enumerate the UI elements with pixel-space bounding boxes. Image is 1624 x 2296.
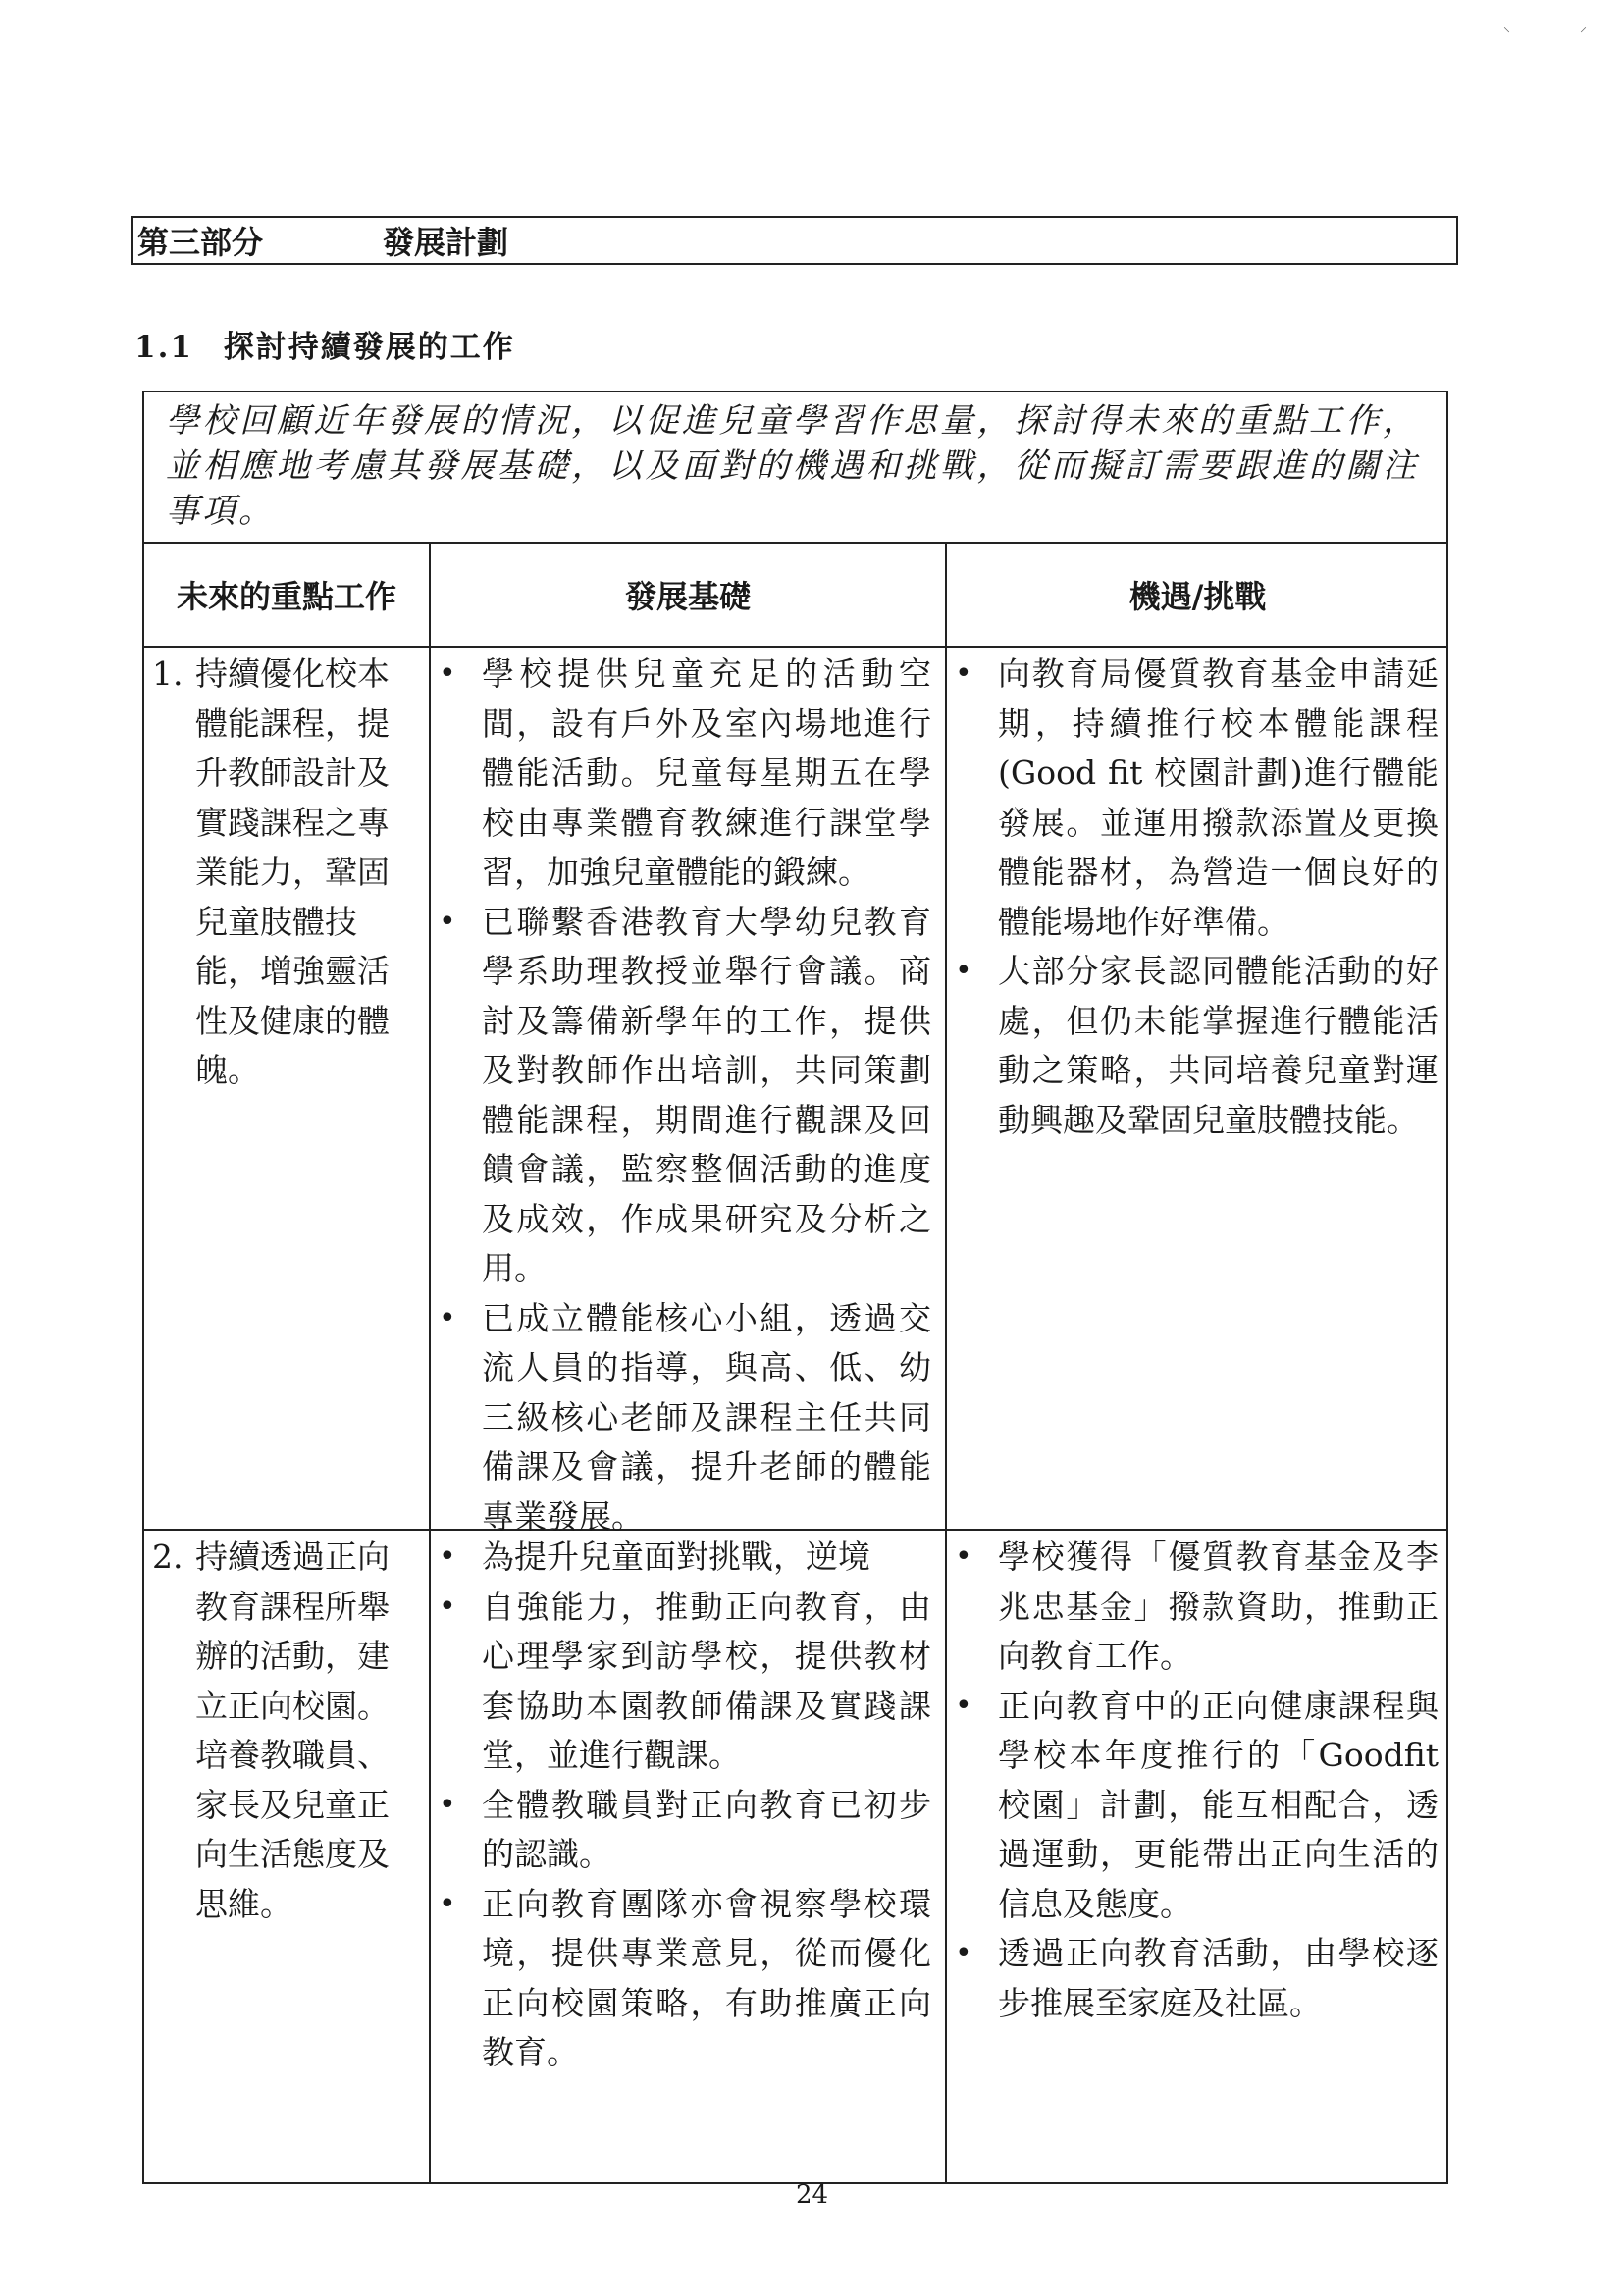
header-row-divider xyxy=(144,646,1446,648)
list-item-text: 正向教育團隊亦會視察學校環境，提供專業意見，從而優化正向校園策略，有助推廣正向教育。 xyxy=(482,1884,931,2071)
focus-item xyxy=(152,1533,421,1929)
header-foundation: 發展基礎 xyxy=(624,578,751,615)
intro-text: 學校回顧近年發展的情況，以促進兒童學習作思量，探討得未來的重點工作，並相應地考慮其發展基礎，以及面對的機遇和挑戰，從而擬訂需要跟進的關注事項。 xyxy=(144,392,1446,544)
row-2-focus-cell xyxy=(152,1533,427,1929)
bullet-icon: • xyxy=(439,1589,456,1624)
row-2-foundation-cell xyxy=(431,1533,945,2078)
bullet-icon: • xyxy=(439,904,456,939)
list-item-text: 已聯繫香港教育大學幼兒教育學系助理教授並舉行會議。商討及籌備新學年的工作，提供及對教師作出培訓，共同策劃體能課程，期間進行觀課及回饋會議，監察整個活動的進度及成效，作成果研究及分析之用。 xyxy=(482,902,931,1287)
row-2-opportunities-cell xyxy=(947,1533,1448,2028)
list-item-text: 向教育局優質教育基金申請延期，持續推行校本體能課程(Good fit 校園計劃)進行體能發展。並運用撥款添置及更換體能器材，為營造一個良好的體能場地作好準備。 xyxy=(998,654,1439,941)
part-label: 第三部分 xyxy=(137,224,264,261)
focus-item xyxy=(152,650,421,1096)
focus-number: 2. xyxy=(152,1538,183,1576)
list-item xyxy=(431,1781,931,1880)
list-item xyxy=(947,947,1439,1145)
list-item xyxy=(947,1682,1439,1930)
focus-number: 1. xyxy=(152,654,183,693)
list-item xyxy=(431,1533,931,1583)
list-item-text: 已成立體能核心小組，透過交流人員的指導，與高、低、幼三級核心老師及課程主任共同備課及會議，提升老師的體能專業發展。 xyxy=(482,1298,931,1536)
list-item-text: 學校提供兒童充足的活動空間，設有戶外及室內場地進行體能活動。兒童每星期五在學校由專業體育教練進行課堂學習，加強兒童體能的鍛練。 xyxy=(482,654,931,891)
bullet-icon: • xyxy=(955,1936,972,1970)
section-heading xyxy=(134,322,515,366)
bullet-icon: • xyxy=(439,656,456,691)
list-item-text: 正向教育中的正向健康課程與學校本年度推行的「Goodfit 校園」計劃，能互相配合，透過運動，更能帶出正向生活的信息及態度。 xyxy=(998,1686,1439,1923)
bullet-icon: • xyxy=(439,1886,456,1921)
list-item xyxy=(947,650,1439,947)
list-item-text: 學校獲得「優質教育基金及李兆忠基金」撥款資助，推動正向教育工作。 xyxy=(998,1538,1439,1675)
part-title: 發展計劃 xyxy=(383,224,509,261)
bullet-icon: • xyxy=(955,656,972,691)
header-opportunities: 機遇/挑戰 xyxy=(1128,578,1267,615)
list-item xyxy=(431,1583,931,1781)
bullet-icon: • xyxy=(439,1787,456,1822)
list-item xyxy=(431,1880,931,2078)
list-item xyxy=(947,1929,1439,2028)
bullet-icon: • xyxy=(439,1539,456,1574)
bullet-icon: • xyxy=(955,954,972,988)
list-item xyxy=(947,1533,1439,1682)
list-item xyxy=(431,650,931,898)
scan-mark-left: ⸌ xyxy=(1503,26,1510,41)
page-number: 24 xyxy=(795,2180,829,2210)
list-item xyxy=(431,898,931,1294)
list-item xyxy=(431,1294,931,1542)
bullet-icon: • xyxy=(439,1300,456,1335)
header-focus: 未來的重點工作 xyxy=(176,578,396,615)
list-item-text: 自強能力，推動正向教育，由心理學家到訪學校，提供教材套協助本園教師備課及實踐課堂，並進行觀課。 xyxy=(482,1587,931,1774)
focus-text: 持續透過正向教育課程所舉辦的活動，建立正向校園。培養教職員、家長及兒童正向生活態度及思維。 xyxy=(195,1538,390,1923)
list-item-text: 大部分家長認同體能活動的好處，但仍未能掌握進行體能活動之策略，共同培養兒童對運動興趣及鞏固兒童肢體技能。 xyxy=(998,952,1439,1139)
bullet-icon: • xyxy=(955,1539,972,1574)
part-header xyxy=(131,216,1458,265)
row-1-focus-cell xyxy=(152,650,427,1096)
development-table xyxy=(142,391,1448,2184)
list-item-text: 為提升兒童面對挑戰，逆境 xyxy=(482,1538,870,1576)
focus-text: 持續優化校本體能課程，提升教師設計及實踐課程之專業能力，鞏固兒童肢體技能，增強靈活性及健康的體魄。 xyxy=(195,654,390,1089)
bullet-icon: • xyxy=(955,1688,972,1723)
scan-mark-right: ⸍ xyxy=(1580,26,1587,41)
row-1-opportunities-cell xyxy=(947,650,1448,1145)
row-1-foundation-cell xyxy=(431,650,945,1541)
list-item-text: 透過正向教育活動，由學校逐步推展至家庭及社區。 xyxy=(998,1934,1439,2022)
list-item-text: 全體教職員對正向教育已初步的認識。 xyxy=(482,1785,931,1873)
section-title: 探討持續發展的工作 xyxy=(223,330,515,365)
section-number: 1.1 xyxy=(134,330,193,365)
